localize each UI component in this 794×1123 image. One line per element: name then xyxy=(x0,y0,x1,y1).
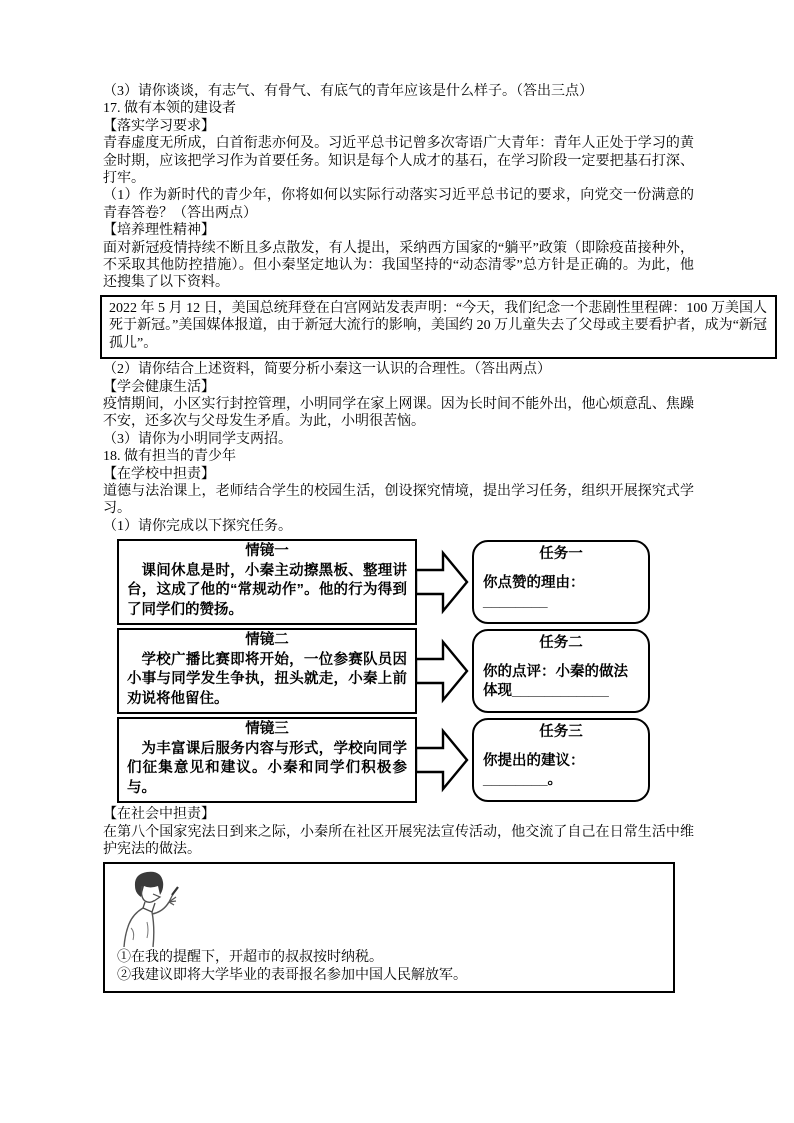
scenario-3-title: 情镜三 xyxy=(245,721,289,738)
q17-rational-question: （2）请你结合上述资料，简要分析小秦这一认识的合理性。（答出两点） xyxy=(103,362,551,378)
q17-study-question: （1）作为新时代的青少年，你将如何以实际行动落实习近平总书记的要求，向党交一份满意的青春答卷？（答出两点） xyxy=(103,188,694,221)
task-1-title: 任务一 xyxy=(539,546,583,563)
arrow-wrap-1 xyxy=(416,546,470,618)
q17-study-heading: 【落实学习要求】 xyxy=(103,118,215,134)
scenario-2-title: 情镜二 xyxy=(245,632,289,649)
q16-part3: （3）请你谈谈，有志气、有骨气、有底气的青年应该是什么样子。（答出三点） xyxy=(103,84,593,99)
task-box-2 xyxy=(472,629,650,713)
q17-health-heading: 【学会健康生活】 xyxy=(103,379,215,395)
diagram-row-2 xyxy=(117,628,694,714)
q17-health-paragraph: 疫情期间，小区实行封控管理，小明同学在家上网课。因为长时间不能外出，他心烦意乱、焦躁不安，还多次与父母发生矛盾。为此，小明很苦恼。 xyxy=(103,396,694,430)
speech-item-2: ②我建议即将大学毕业的表哥报名参加中国人民解放军。 xyxy=(117,967,467,983)
diagram-row-3 xyxy=(117,717,694,803)
scenario-box-2 xyxy=(117,628,417,714)
right-block-arrow-icon xyxy=(416,724,470,796)
task-box-3 xyxy=(472,718,650,802)
q17-study-paragraph: 青春虚度无所成，白首衔悲亦何及。习近平总书记曾多次寄语广大青年：青年人正处于学习的黄金时期，应该把学习作为首要任务。知识是每个人成才的基石，在学习阶段一定要把基石打深、打牢。 xyxy=(103,136,694,187)
q18-society-heading: 【在社会中担责】 xyxy=(103,807,215,823)
arrow-wrap-3 xyxy=(416,724,470,796)
task-2-text: 你的点评：小秦的做法体现____________ xyxy=(483,663,628,700)
scenario-1-text: 课间休息是时，小秦主动擦黑板、整理讲台，这成了他的“常规动作”。他的行为得到了同学们的赞扬。 xyxy=(127,562,407,618)
q18-school-heading: 【在学校中担责】 xyxy=(103,466,215,482)
scenario-3-text: 为丰富课后服务内容与形式，学校向同学们征集意见和建议。小秦和同学们积极参与。 xyxy=(127,740,407,796)
speech-box xyxy=(103,862,675,993)
scenario-1-title: 情镜一 xyxy=(245,543,289,560)
q17-health-question: （3）请你为小明同学支两招。 xyxy=(103,431,292,447)
q17-rational-paragraph: 面对新冠疫情持续不断且多点散发，有人提出，采纳西方国家的“躺平”政策（即除疫苗接种外，不采取其他防控措施）。但小秦坚定地认为：我国坚持的“动态清零”总方针是正确的。为此，他还搜集了以下资料。 xyxy=(103,240,694,291)
diagram-row-1 xyxy=(117,539,694,625)
q18-title: 18. 做有担当的青少年 xyxy=(103,449,236,465)
right-block-arrow-icon xyxy=(416,546,470,618)
q18-school-intro: 道德与法治课上，老师结合学生的校园生活，创设探究情境，提出学习任务，组织开展探究式学习。 xyxy=(103,483,694,517)
q18-society-intro: 在第八个国家宪法日到来之际，小秦所在社区开展宪法宣传活动，他交流了自己在日常生活中维护宪法的做法。 xyxy=(103,824,694,857)
exploration-diagram xyxy=(117,539,694,803)
task-3-title: 任务三 xyxy=(539,724,583,741)
task-box-1 xyxy=(472,540,650,624)
scenario-2-text: 学校广播比赛即将开始，一位参赛队员因小事与同学发生争执，扭头就走，小秦上前劝说将他留住。 xyxy=(127,651,407,707)
right-block-arrow-icon xyxy=(416,635,470,707)
scenario-box-3 xyxy=(117,717,417,803)
q18-task-prompt: （1）请你完成以下探究任务。 xyxy=(103,518,292,534)
arrow-wrap-2 xyxy=(416,635,470,707)
material-text: 2022 年 5 月 12 日，美国总统拜登在白宫网站发表声明：“今天，我们纪念一个悲剧性里程碑：100 万美国人死于新冠。”美国媒体报道，由于新冠大流行的影响，美国约 20 万儿童失去了父母或主要看护者，成为“新冠孤儿”。 xyxy=(109,300,767,351)
q17-title: 17. 做有本领的建设者 xyxy=(103,101,236,117)
scenario-box-1 xyxy=(117,539,417,625)
speaking-person-illustration-icon xyxy=(119,870,183,948)
task-2-title: 任务二 xyxy=(539,635,583,652)
task-3-text: 你提出的建议：________。 xyxy=(483,752,585,789)
q17-rational-heading: 【培养理性精神】 xyxy=(103,223,215,239)
speech-item-1: ①在我的提醒下，开超市的叔叔按时纳税。 xyxy=(117,950,383,966)
task-1-text: 你点赞的理由：________ xyxy=(483,574,585,611)
material-box xyxy=(100,295,777,359)
